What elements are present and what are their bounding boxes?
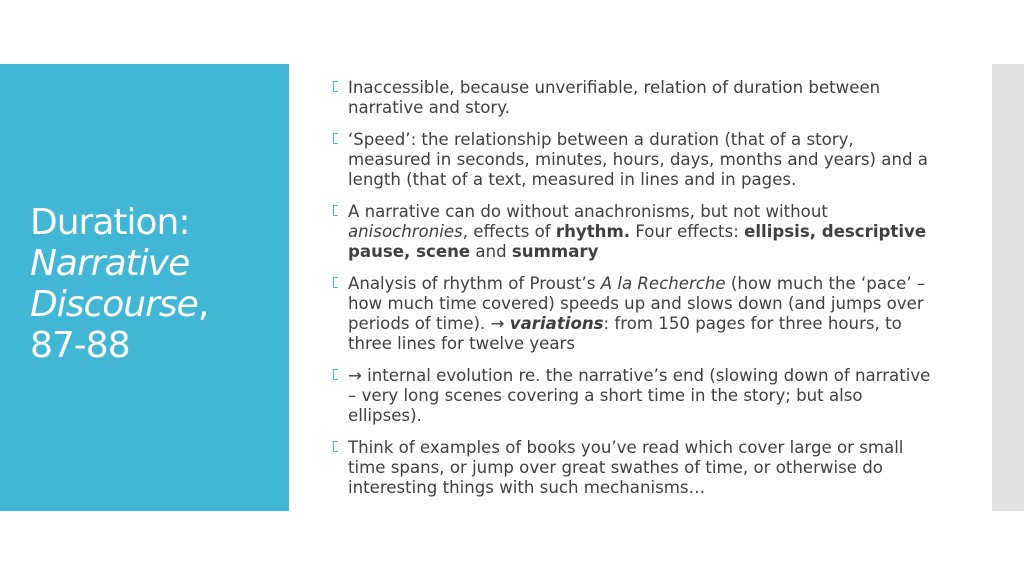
bullet-italic-text: anisochronies [348,222,463,241]
title-line-3-comma: , [197,284,209,325]
bullet-item [333,274,933,354]
bullet-bold-text: rhythm. [555,222,631,241]
bullet-item [333,438,933,498]
title-line-2: Narrative [30,243,190,284]
title-line-3 [30,284,280,325]
bullet-italic-text: A la Recherche [600,274,726,293]
bullet-text: Analysis of rhythm of Proust’s [348,274,601,293]
bullet-item [333,366,933,426]
bullet-marker-icon [333,81,338,92]
bullet-text: and [470,242,512,261]
bullet-text: Four effects: [630,222,745,241]
bullet-item [333,78,933,118]
bullet-marker-icon [333,133,338,144]
right-decorative-strip [992,64,1024,511]
bullet-list [333,78,933,510]
bullet-text: Inaccessible, because unverifiable, relation of duration between narrative and story. [348,78,881,117]
bullet-bold-text: ellipsis, descriptive pause, scene [348,222,927,261]
bullet-marker-icon [333,369,338,380]
bullet-text: → internal evolution re. the narrative’s end (slowing down of narrative – very long scenes covering a short time in the story; but also ellipses). [348,366,931,425]
bullet-item [333,202,933,262]
bullet-marker-icon [333,205,338,216]
bullet-text: ‘Speed’: the relationship between a duration (that of a story, measured in seconds, minutes, hours, days, months and years) and a length (that of a text, measured in lines and in pages. [348,130,928,189]
title-line-3-italic: Discourse [30,284,198,325]
bullet-text: , effects of [462,222,556,241]
slide-title [30,202,280,366]
bullet-marker-icon [333,277,338,288]
bullet-text: Think of examples of books you’ve read which cover large or small time spans, or jump over great swathes of time, or otherwise do interesting things with such mechanisms… [348,438,904,497]
bullet-text: : from 150 pages for three hours, to three lines for twelve years [348,314,902,353]
title-line-1: Duration: [30,202,190,243]
bullet-bold-italic-text: variations [509,314,604,333]
bullet-bold-text: summary [511,242,599,261]
bullet-item [333,130,933,190]
bullet-text: A narrative can do without anachronisms, but not without [348,202,828,221]
bullet-text: (how much the ‘pace’ – how much time covered) speeds up and slows down (and jumps over periods of time). → [348,274,926,333]
bullet-marker-icon [333,441,338,452]
title-line-4: 87-88 [30,325,130,366]
